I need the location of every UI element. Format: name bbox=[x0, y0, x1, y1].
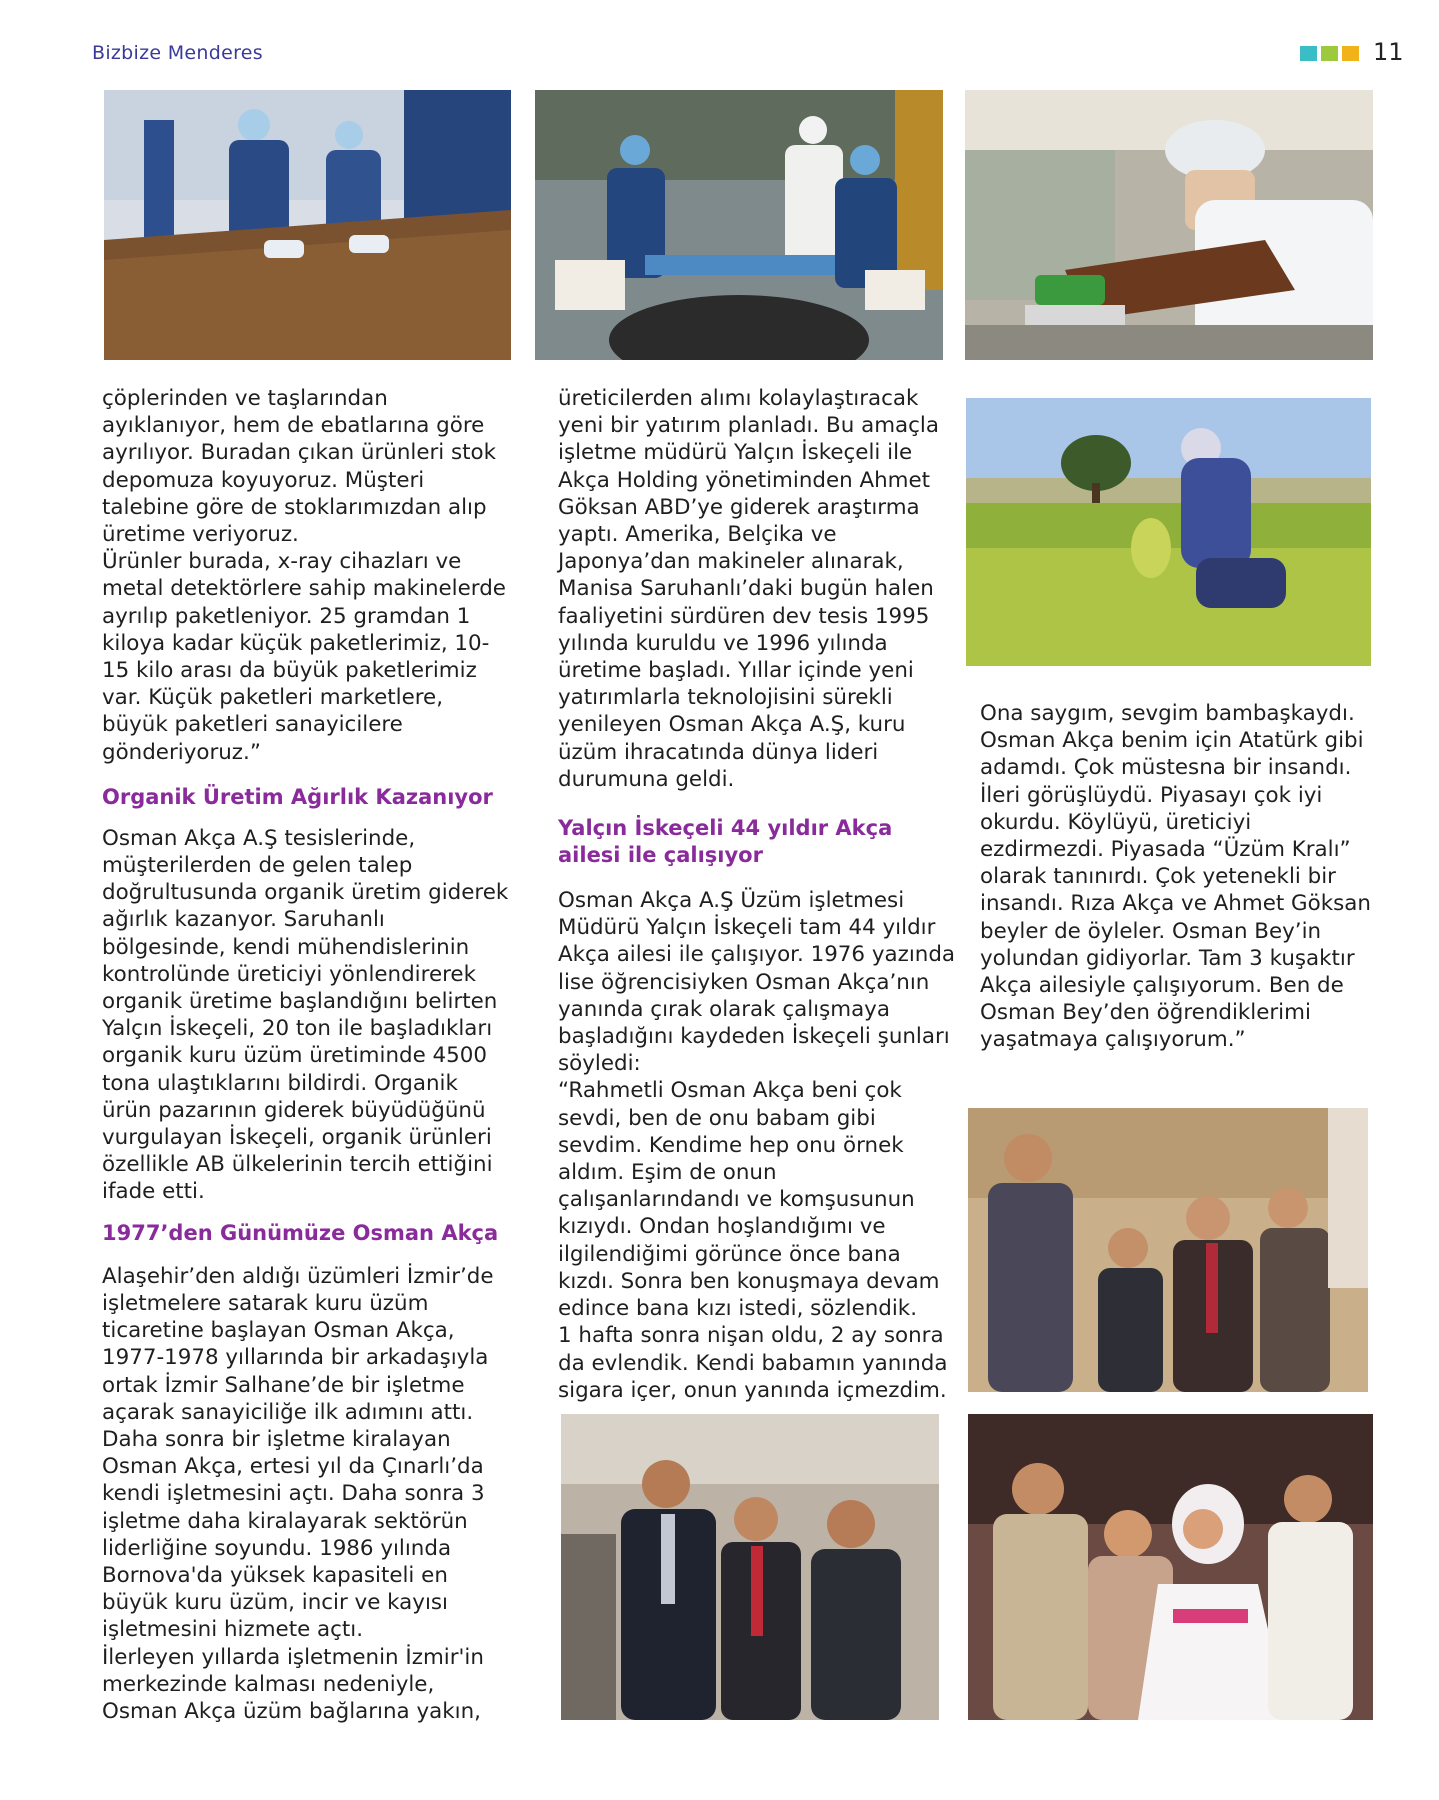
col1-heading-organic: Organik Üretim Ağırlık Kazanıyor bbox=[102, 784, 493, 809]
text-column-1 bbox=[102, 385, 514, 1725]
col1-paragraph-2: Ürünler burada, x-ray cihazları ve metal detektörlere sahip makinelerde ayrılıp paketleniyor. 25 gramdan 1 kiloya kadar küçük paketlerimiz, 10-15 kilo arası da büyük paketlerimiz var. Küçük paketleri marketlere, büyük paketleri sanayicilere gönderiyoruz.” bbox=[102, 549, 506, 765]
col2-paragraph-2: Osman Akça A.Ş Üzüm işletmesi Müdürü Yalçın İskeçeli tam 44 yıldır Akça ailesi ile çalışıyor. 1976 yazında lise öğrencisiyken Osman Akça’nın yanında çırak olarak çalışmaya başladığını kaydeden İskeçeli şunları söyledi: bbox=[558, 888, 956, 1077]
col1-paragraph-4: Alaşehir’den aldığı üzümleri İzmir’de işletmelere satarak kuru üzüm ticaretine başlayan Osman Akça, 1977-1978 yıllarında bir arkadaşıyla ortak İzmir Salhane’de bir işletme açarak sanayiciliğe ilk adımını attı. Daha sonra bir işletme kiralayan Osman Akça, ertesi yıl da Çınarlı’da kendi işletmesini açtı. Daha sonra 3 işletme daha kiralayarak sektörün liderliğine soyundu. 1986 yılında Bornova'da yüksek kapasiteli en büyük kuru üzüm, incir ve kayısı işletmesini hizmete açtı. bbox=[102, 1263, 494, 1643]
text-column-2 bbox=[558, 385, 960, 1404]
color-squares bbox=[1300, 46, 1359, 61]
col1-paragraph-3: Osman Akça A.Ş tesislerinde, müşterilerden de gelen talep doğrultusunda organik üretim giderek ağırlık kazanyor. Saruhanlı bölgesinde, kendi mühendislerinin kontrolünde üreticiyi yönlendirerek organik üretime başlandığını belirten Yalçın İskeçeli, 20 ton ile başladıkları organik kuru üzüm üretiminde 4500 tona ulaştıklarını bildirdi. Organik ürün pazarının giderek büyüdüğünü vurgulayan İskeçeli, organik ürünleri özellikle AB ülkelerinin tercih ettiğini ifade etti. bbox=[102, 825, 509, 1205]
yellow-square bbox=[1342, 46, 1359, 61]
magazine-title: Bizbize Menderes bbox=[92, 42, 263, 64]
col2-paragraph-4: 1 hafta sonra nişan oldu, 2 ay sonra da evlendik. Kendi babamın yanında sigara içer, onun yanında içmezdim. bbox=[558, 1323, 948, 1403]
green-square bbox=[1321, 46, 1338, 61]
col3-paragraph-1: Ona saygım, sevgim bambaşkaydı. Osman Akça benim için Atatürk gibi adamdı. Çok müstesna bir insandı. İleri görüşlüydü. Piyasayı çok iyi okurdu. Köylüyü, üreticiyi ezdirmezdi. Piyasada “Üzüm Kralı” olarak tanınırdı. Çok yetenekli bir insandı. Rıza Akça ve Ahmet Göksan beyler de öyleler. Osman Bey’in yolundan gidiyorlar. Tam 3 kuşaktır Akça ailesiyle çalışıyorum. Ben de Osman Bey’den öğrendiklerimi yaşatmaya çalışıyorum.” bbox=[980, 701, 1371, 1053]
photo-factory-line bbox=[535, 90, 943, 360]
cyan-square bbox=[1300, 46, 1317, 61]
col2-paragraph-3: “Rahmetli Osman Akça beni çok sevdi, ben de onu babam gibi sevdim. Kendime hep onu örnek aldım. Eşim de onun çalışanlarındandı ve komşusunun kızıydı. Ondan hoşlandığımı ve ilgilendiğimi görünce önce bana kızdı. Sonra ben konuşmaya devam edince bana kızı istedi, sözlendik. bbox=[558, 1078, 940, 1322]
col2-heading-iskeceli: Yalçın İskeçeli 44 yıldır Akça ailesi ile çalışıyor bbox=[558, 816, 893, 868]
photo-crowd bbox=[561, 1414, 939, 1720]
text-column-3 bbox=[980, 700, 1375, 1054]
page-number: 11 bbox=[1373, 38, 1404, 66]
photo-vineyard bbox=[966, 398, 1371, 666]
photo-ceremony bbox=[968, 1108, 1368, 1392]
photo-wedding bbox=[968, 1414, 1373, 1720]
photo-raisin-sorting bbox=[104, 90, 511, 360]
photo-lab-worker bbox=[965, 90, 1373, 360]
col1-heading-1977: 1977’den Günümüze Osman Akça bbox=[102, 1220, 499, 1245]
col1-paragraph-5: İlerleyen yıllarda işletmenin İzmir'in merkezinde kalması nedeniyle, Osman Akça üzüm bağlarına yakın, bbox=[102, 1644, 484, 1724]
col1-paragraph-1: çöplerinden ve taşlarından ayıklanıyor, hem de ebatlarına göre ayrılıyor. Buradan çıkan ürünleri stok depomuza koyuyoruz. Müşteri talebine göre de stoklarımızdan alıp üretime veriyoruz. bbox=[102, 386, 497, 548]
col2-paragraph-1: üreticilerden alımı kolaylaştıracak yeni bir yatırım planladı. Bu amaçla işletme müdürü Yalçın İskeçeli ile Akça Holding yönetiminden Ahmet Göksan ABD’ye giderek araştırma yaptı. Amerika, Belçika ve Japonya’dan makineler alınarak, Manisa Saruhanlı’daki bugün halen faaliyetini sürdüren dev tesis 1995 yılında kuruldu ve 1996 yılında üretime başladı. Yıllar içinde yeni yatırımlarla teknolojisini sürekli yenileyen Osman Akça A.Ş, kuru üzüm ihracatında dünya lideri durumuna geldi. bbox=[558, 386, 939, 792]
